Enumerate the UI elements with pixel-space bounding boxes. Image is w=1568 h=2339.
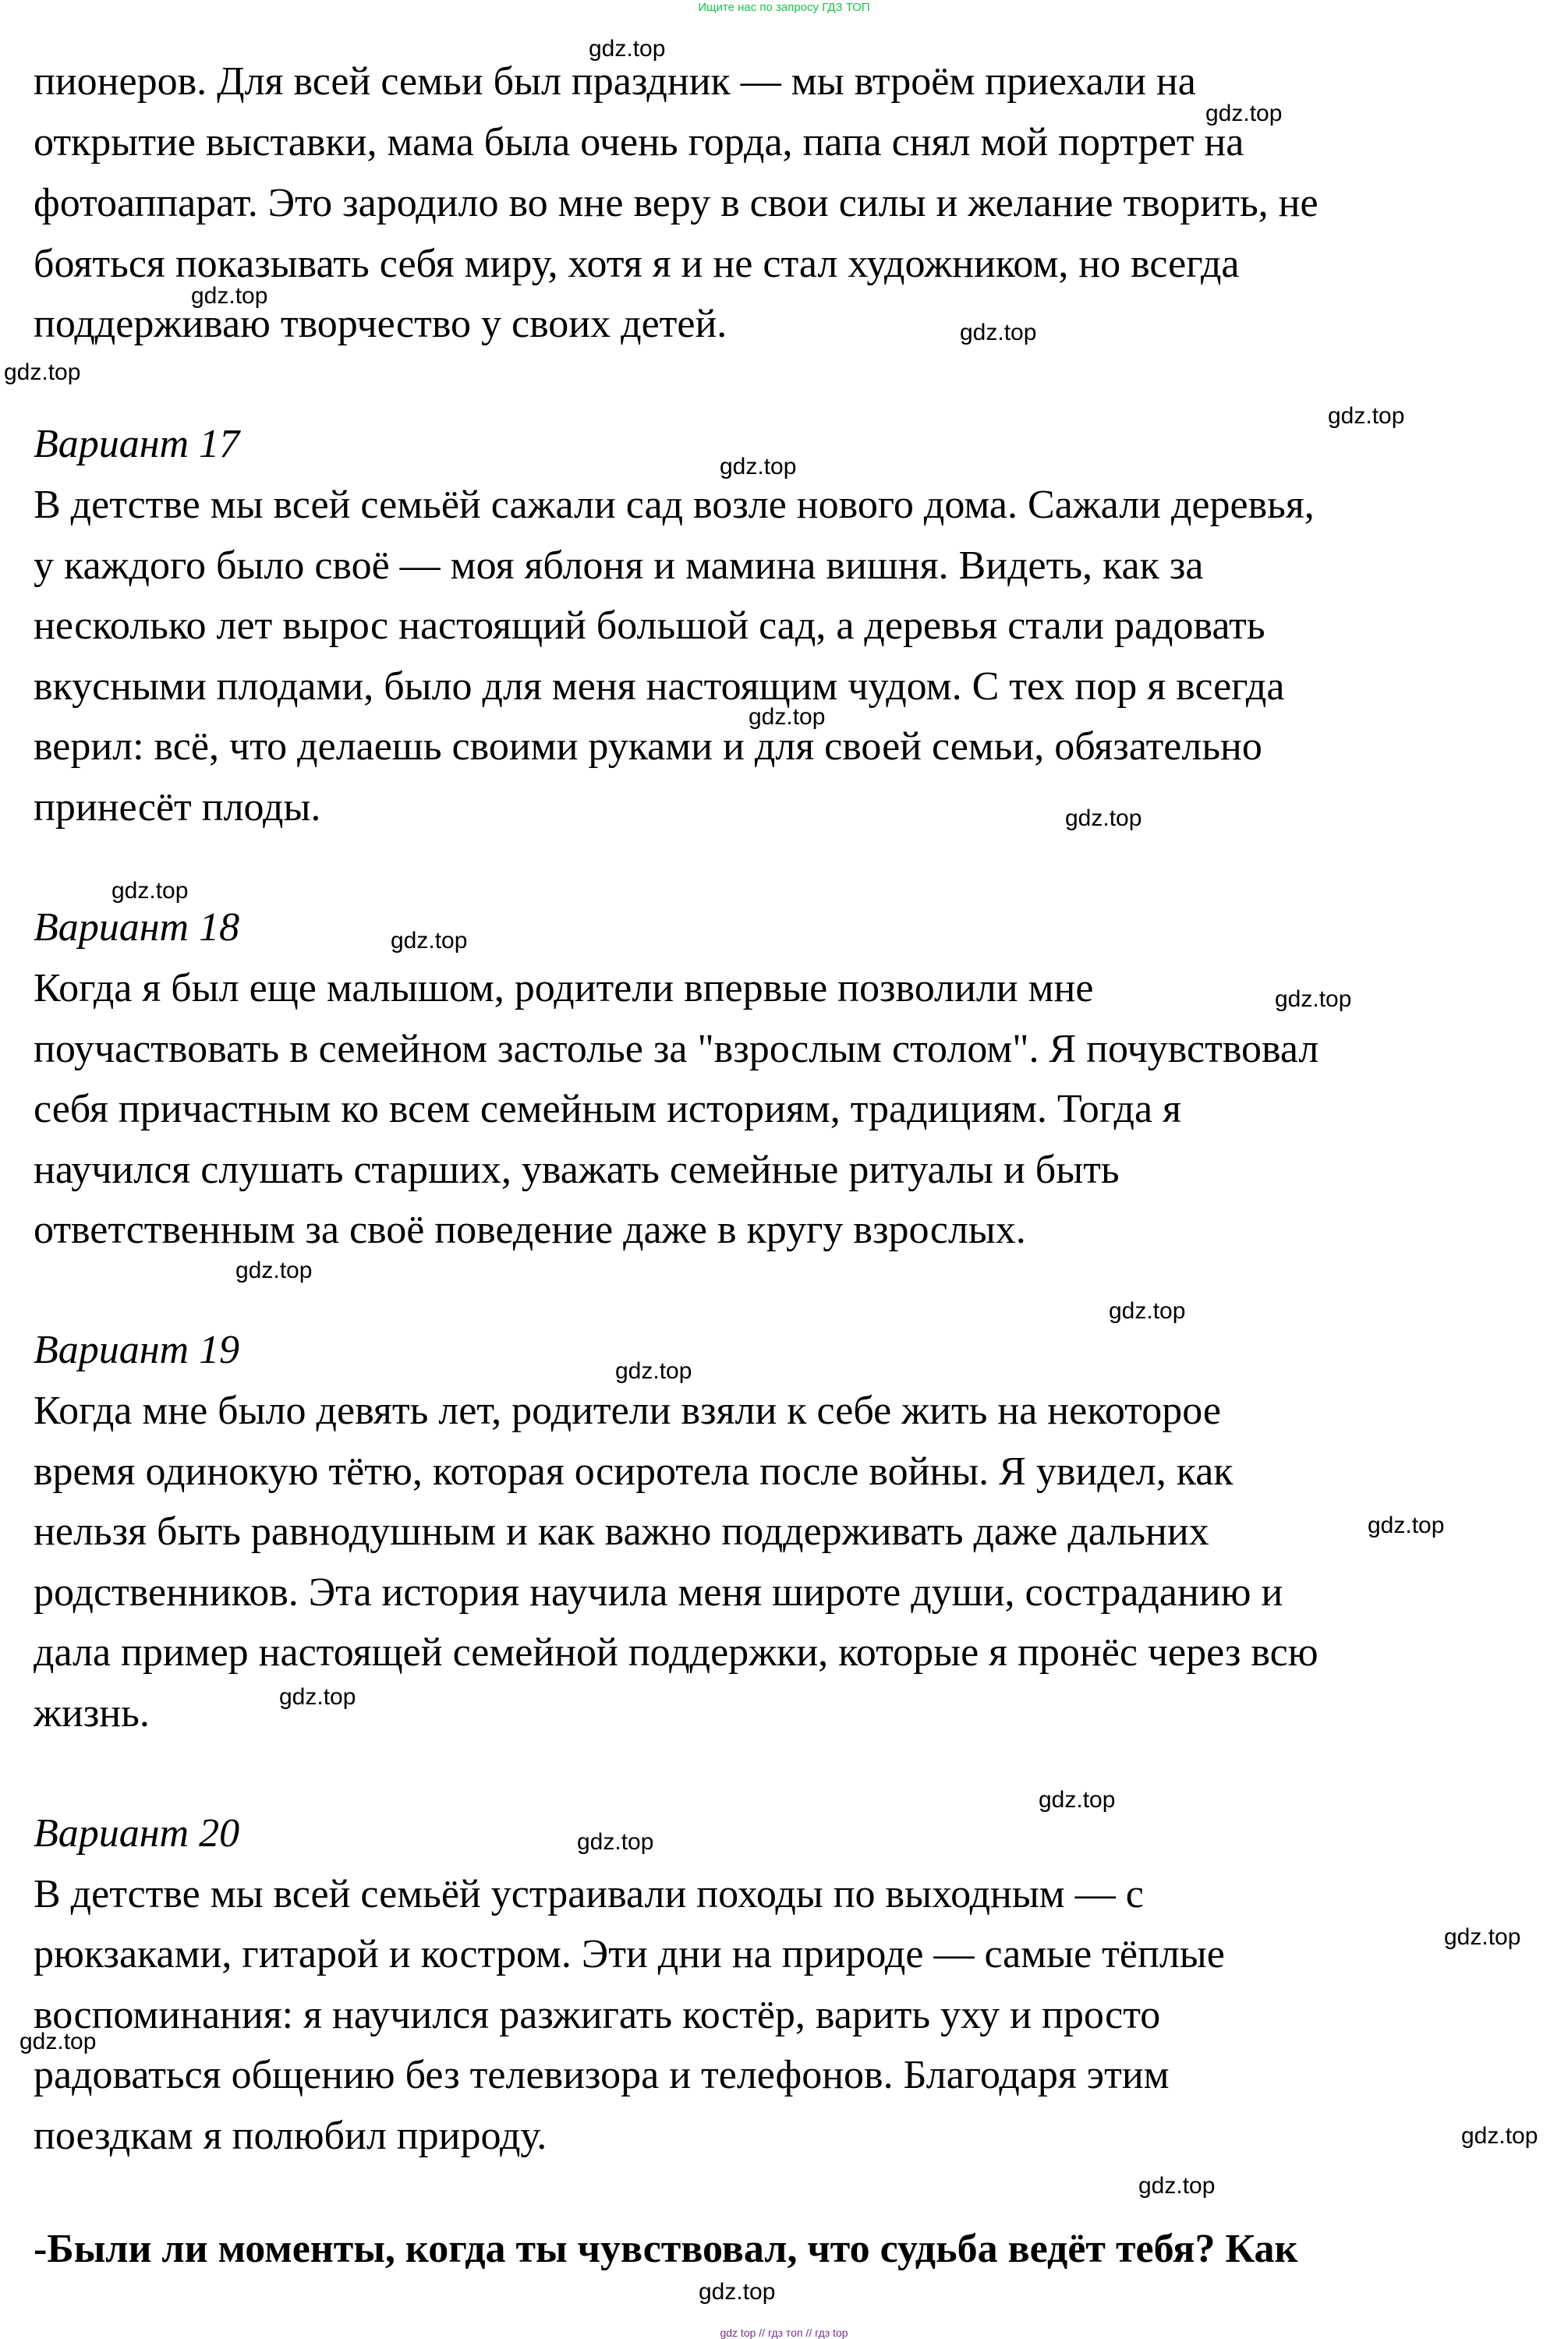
watermark: gdz.top xyxy=(279,1684,356,1710)
variant-line: родственников. Эта история научила меня широте души, состраданию и xyxy=(34,1570,1283,1615)
question-text: -Были ли моменты, когда ты чувствовал, что судьба ведёт тебя? Как xyxy=(34,2227,1298,2271)
variant-heading: Вариант 18 xyxy=(34,905,240,950)
variant-line: Когда я был еще малышом, родители впервые позволили мне xyxy=(34,966,1094,1010)
watermark: gdz.top xyxy=(1368,1513,1445,1538)
footer-link[interactable]: gdz top xyxy=(720,2327,756,2339)
watermark: gdz.top xyxy=(1065,805,1142,831)
watermark: gdz.top xyxy=(1275,986,1352,1012)
variant-line: В детстве мы всей семьёй сажали сад возле нового дома. Сажали деревья, xyxy=(34,483,1315,527)
watermark: gdz.top xyxy=(615,1358,692,1384)
footer-separator: // xyxy=(759,2327,766,2339)
footer-separator: // xyxy=(805,2327,812,2339)
footer-links xyxy=(0,2327,1568,2339)
variant-heading: Вариант 20 xyxy=(34,1811,240,1856)
watermark: gdz.top xyxy=(391,928,468,954)
variant-line: время одинокую тётю, которая осиротела после войны. Я увидел, как xyxy=(34,1449,1234,1494)
variant-line: поездкам я полюбил природу. xyxy=(34,2114,547,2158)
variant-line: поучаствовать в семейном застолье за "взрослым столом". Я почувствовал xyxy=(34,1027,1319,1071)
intro-line: фотоаппарат. Это зародило во мне веру в свои силы и желание творить, не xyxy=(34,181,1318,225)
footer-link[interactable]: гдз top xyxy=(815,2327,848,2339)
watermark: gdz.top xyxy=(960,320,1037,345)
intro-line: открытие выставки, мама была очень горда, папа снял мой портрет на xyxy=(34,120,1244,165)
variant-line: ответственным за своё поведение даже в кругу взрослых. xyxy=(34,1208,1026,1252)
variant-line: себя причастным ко всем семейным историям, традициям. Тогда я xyxy=(34,1087,1181,1131)
watermark: gdz.top xyxy=(577,1829,654,1855)
watermark: gdz.top xyxy=(1205,101,1283,126)
variant-line: верил: всё, что делаешь своими руками и для своей семьи, обязательно xyxy=(34,724,1262,769)
watermark: gdz.top xyxy=(699,2279,776,2305)
variant-line: научился слушать старших, уважать семейные ритуалы и быть xyxy=(34,1148,1120,1192)
watermark: gdz.top xyxy=(111,878,189,904)
variant-line: у каждого было своё — моя яблоня и мамина вишня. Видеть, как за xyxy=(34,543,1204,588)
intro-line: поддерживаю творчество у своих детей. xyxy=(34,302,727,346)
watermark: gdz.top xyxy=(749,704,826,730)
footer-link[interactable]: гдз топ xyxy=(767,2327,803,2339)
watermark: gdz.top xyxy=(1138,2173,1216,2199)
intro-line: бояться показывать себя миру, хотя я и не стал художником, но всегда xyxy=(34,242,1240,286)
variant-line: Когда мне было девять лет, родители взяли к себе жить на некоторое xyxy=(34,1389,1221,1433)
watermark: gdz.top xyxy=(4,359,81,385)
variant-heading: Вариант 19 xyxy=(34,1328,240,1372)
variant-line: жизнь. xyxy=(34,1691,150,1736)
variant-line: нельзя быть равнодушным и как важно поддерживать даже дальних xyxy=(34,1509,1209,1554)
variant-line: вкусными плодами, было для меня настоящим чудом. С тех пор я всегда xyxy=(34,664,1285,709)
watermark: gdz.top xyxy=(1444,1924,1521,1950)
watermark: gdz.top xyxy=(191,283,268,309)
variant-line: принесёт плоды. xyxy=(34,785,321,830)
watermark: gdz.top xyxy=(1109,1298,1186,1324)
watermark: gdz.top xyxy=(589,36,666,62)
variant-line: В детстве мы всей семьёй устраивали походы по выходным — с xyxy=(34,1872,1144,1916)
watermark: gdz.top xyxy=(19,2029,97,2054)
watermark: gdz.top xyxy=(1039,1787,1116,1813)
intro-line: пионеров. Для всей семьи был праздник — мы втроём приехали на xyxy=(34,59,1196,104)
watermark: gdz.top xyxy=(235,1258,313,1283)
variant-line: несколько лет вырос настоящий большой сад, а деревья стали радовать xyxy=(34,603,1265,648)
top-banner: Ищите нас по запросу ГДЗ ТОП xyxy=(698,1,870,14)
watermark: gdz.top xyxy=(1461,2123,1538,2149)
variant-heading: Вариант 17 xyxy=(34,422,240,466)
variant-line: радоваться общению без телевизора и телефонов. Благодаря этим xyxy=(34,2053,1170,2097)
variant-line: дала пример настоящей семейной поддержки, которые я пронёс через всю xyxy=(34,1630,1318,1675)
watermark: gdz.top xyxy=(720,454,797,479)
watermark: gdz.top xyxy=(1328,403,1405,429)
variant-line: воспоминания: я научился разжигать костёр, варить уху и просто xyxy=(34,1993,1161,2037)
variant-line: рюкзаками, гитарой и костром. Эти дни на природе — самые тёплые xyxy=(34,1932,1225,1976)
